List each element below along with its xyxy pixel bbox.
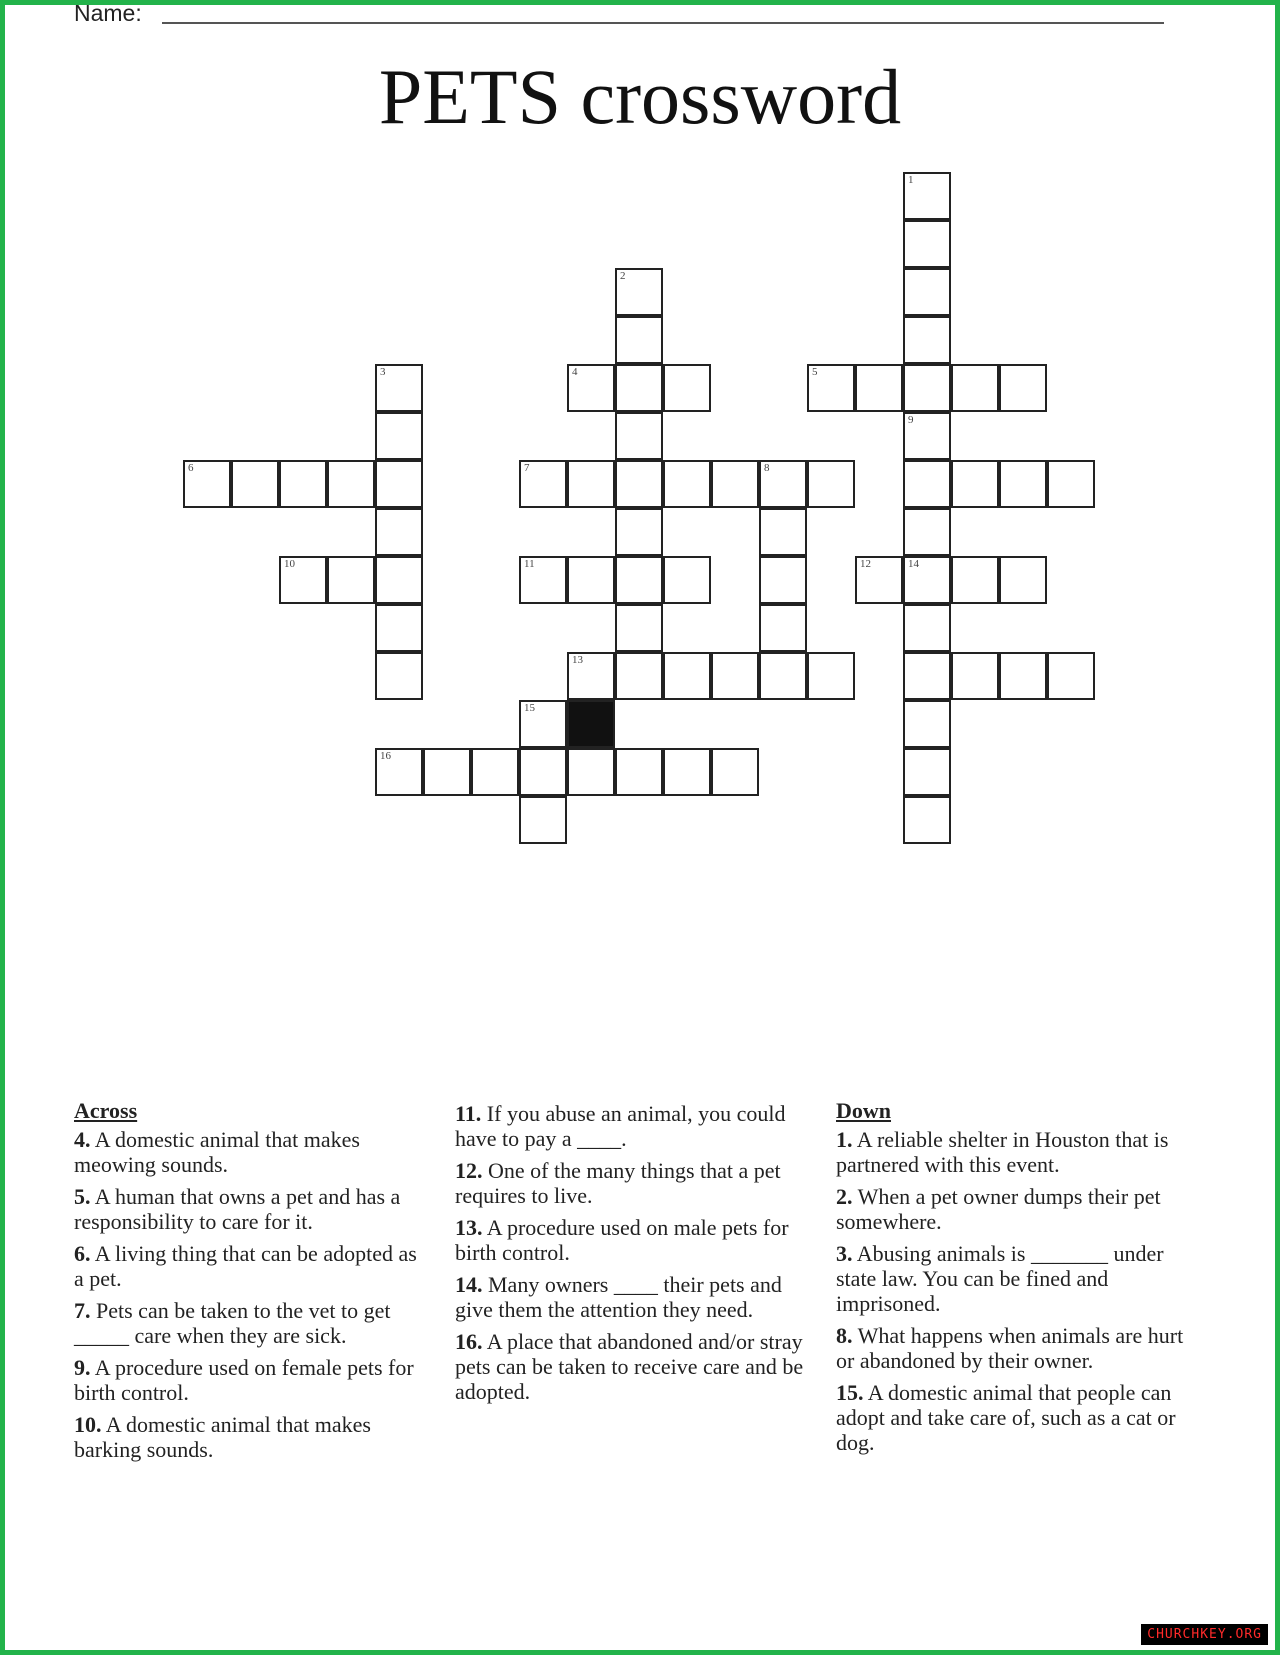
clue-number-3: 3 [380, 366, 386, 378]
crossword-cell[interactable] [903, 364, 951, 412]
clue-number-2: 2 [620, 270, 626, 282]
down-clues-column [836, 1098, 1196, 1462]
crossword-cell[interactable] [519, 796, 567, 844]
clue-item [836, 1184, 1196, 1234]
clue-item [455, 1215, 805, 1265]
crossword-cell[interactable] [903, 604, 951, 652]
crossword-cell[interactable] [903, 460, 951, 508]
clue-number-1: 1 [908, 174, 914, 186]
clue-text: Pets can be taken to the vet to get _____ care when they are sick. [74, 1298, 391, 1348]
crossword-cell[interactable] [663, 460, 711, 508]
clue-number: 11. [455, 1101, 482, 1126]
crossword-cell[interactable] [375, 412, 423, 460]
clue-text: A domestic animal that makes barking sounds. [74, 1412, 371, 1462]
crossword-cell[interactable] [423, 748, 471, 796]
clue-item [455, 1329, 805, 1404]
down-clue-list [836, 1127, 1196, 1455]
clue-text: A domestic animal that makes meowing sounds. [74, 1127, 360, 1177]
clue-text: A living thing that can be adopted as a pet. [74, 1241, 417, 1291]
across-clues-column-continued [455, 1101, 805, 1411]
crossword-cell[interactable] [519, 748, 567, 796]
crossword-cell[interactable] [375, 460, 423, 508]
crossword-cell[interactable] [807, 652, 855, 700]
clue-number: 9. [74, 1355, 91, 1380]
crossword-cell[interactable] [375, 652, 423, 700]
clue-text: Many owners ____ their pets and give them the attention they need. [455, 1272, 782, 1322]
down-heading: Down [836, 1098, 892, 1123]
crossword-cell[interactable] [567, 556, 615, 604]
clue-item [836, 1380, 1196, 1455]
clue-item [455, 1158, 805, 1208]
crossword-cell[interactable] [567, 652, 615, 700]
clue-number: 6. [74, 1241, 91, 1266]
crossword-cell[interactable] [759, 604, 807, 652]
clue-number: 8. [836, 1323, 853, 1348]
clue-number: 12. [455, 1158, 483, 1183]
crossword-cell[interactable] [1047, 460, 1095, 508]
clue-item [74, 1298, 424, 1348]
crossword-cell[interactable] [519, 700, 567, 748]
clue-number-6: 6 [188, 462, 194, 474]
crossword-cell[interactable] [759, 460, 807, 508]
crossword-cell[interactable] [855, 364, 903, 412]
clue-text: One of the many things that a pet requires to live. [455, 1158, 781, 1208]
across-clue-list-continued [455, 1101, 805, 1404]
clue-text: If you abuse an animal, you could have to pay a ____. [455, 1101, 786, 1151]
clue-number: 7. [74, 1298, 91, 1323]
clue-number-15: 15 [524, 702, 535, 714]
clue-text: A place that abandoned and/or stray pets can be taken to receive care and be adopted. [455, 1329, 804, 1404]
crossword-cell[interactable] [759, 508, 807, 556]
clue-item [455, 1272, 805, 1322]
clue-item [836, 1241, 1196, 1316]
crossword-cell[interactable] [711, 652, 759, 700]
clue-item [74, 1184, 424, 1234]
clue-text: A reliable shelter in Houston that is partnered with this event. [836, 1127, 1169, 1177]
crossword-cell[interactable] [759, 556, 807, 604]
crossword-cell[interactable] [567, 748, 615, 796]
crossword-cell[interactable] [615, 364, 663, 412]
crossword-cell[interactable] [615, 604, 663, 652]
clue-number: 14. [455, 1272, 483, 1297]
clue-number: 3. [836, 1241, 853, 1266]
clue-number-8: 8 [764, 462, 770, 474]
crossword-cell[interactable] [375, 364, 423, 412]
clue-number: 10. [74, 1412, 102, 1437]
crossword-cell[interactable] [327, 556, 375, 604]
crossword-cell[interactable] [231, 460, 279, 508]
clue-text: A procedure used on male pets for birth control. [455, 1215, 789, 1265]
clue-item [74, 1241, 424, 1291]
crossword-cell[interactable] [999, 364, 1047, 412]
crossword-cell[interactable] [615, 268, 663, 316]
across-heading: Across [74, 1098, 138, 1123]
crossword-cell[interactable] [1047, 652, 1095, 700]
crossword-cell[interactable] [279, 556, 327, 604]
crossword-cell[interactable] [663, 652, 711, 700]
crossword-cell[interactable] [951, 460, 999, 508]
clue-number: 1. [836, 1127, 853, 1152]
crossword-cell[interactable] [615, 748, 663, 796]
crossword-cell[interactable] [951, 652, 999, 700]
crossword-cell[interactable] [519, 556, 567, 604]
crossword-cell[interactable] [903, 508, 951, 556]
clue-text: A human that owns a pet and has a responsibility to care for it. [74, 1184, 401, 1234]
crossword-cell[interactable] [903, 556, 951, 604]
crossword-cell[interactable] [903, 316, 951, 364]
clue-item [455, 1101, 805, 1151]
crossword-cell[interactable] [663, 748, 711, 796]
crossword-cell[interactable] [999, 460, 1047, 508]
crossword-cell[interactable] [615, 508, 663, 556]
clue-item [74, 1412, 424, 1462]
crossword-cell[interactable] [807, 364, 855, 412]
clue-text: A domestic animal that people can adopt and take care of, such as a cat or dog. [836, 1380, 1176, 1455]
crossword-cell[interactable] [711, 460, 759, 508]
clue-number-11: 11 [524, 558, 535, 570]
clue-text: A procedure used on female pets for birth control. [74, 1355, 414, 1405]
crossword-cell[interactable] [567, 364, 615, 412]
crossword-cell[interactable] [615, 412, 663, 460]
name-label: Name: [74, 0, 142, 26]
clue-number: 15. [836, 1380, 864, 1405]
crossword-cell[interactable] [183, 460, 231, 508]
crossword-cell[interactable] [375, 508, 423, 556]
crossword-cell[interactable] [567, 460, 615, 508]
clue-number-16: 16 [380, 750, 391, 762]
crossword-cell[interactable] [375, 604, 423, 652]
crossword-cell[interactable] [519, 460, 567, 508]
crossword-cell[interactable] [759, 652, 807, 700]
crossword-cell[interactable] [375, 748, 423, 796]
across-clue-list [74, 1127, 424, 1462]
crossword-cell[interactable] [279, 460, 327, 508]
clue-text: What happens when animals are hurt or abandoned by their owner. [836, 1323, 1184, 1373]
crossword-cell[interactable] [711, 748, 759, 796]
clue-item [74, 1127, 424, 1177]
clue-number-10: 10 [284, 558, 295, 570]
crossword-cell[interactable] [999, 556, 1047, 604]
crossword-cell[interactable] [903, 700, 951, 748]
crossword-cell[interactable] [615, 316, 663, 364]
crossword-cell[interactable] [903, 652, 951, 700]
black-square [567, 700, 615, 748]
clue-number: 5. [74, 1184, 91, 1209]
clue-item [836, 1323, 1196, 1373]
crossword-cell[interactable] [903, 412, 951, 460]
clue-number-12: 12 [860, 558, 871, 570]
clue-number: 16. [455, 1329, 483, 1354]
crossword-cell[interactable] [375, 556, 423, 604]
clue-number-4: 4 [572, 366, 578, 378]
crossword-cell[interactable] [327, 460, 375, 508]
crossword-cell[interactable] [615, 460, 663, 508]
crossword-cell[interactable] [903, 748, 951, 796]
crossword-cell[interactable] [615, 652, 663, 700]
clue-number-7: 7 [524, 462, 530, 474]
page-title: PETS crossword [378, 53, 902, 140]
crossword-cell[interactable] [951, 556, 999, 604]
across-clues-column [74, 1098, 424, 1469]
clue-number-13: 13 [572, 654, 583, 666]
crossword-cell[interactable] [903, 172, 951, 220]
clue-item [74, 1355, 424, 1405]
clue-number: 2. [836, 1184, 853, 1209]
watermark-logo: CHURCHKEY.ORG [1141, 1624, 1268, 1645]
clue-number-9: 9 [908, 414, 914, 426]
crossword-cell[interactable] [999, 652, 1047, 700]
crossword-cell[interactable] [903, 220, 951, 268]
clue-number-5: 5 [812, 366, 818, 378]
clue-text: Abusing animals is _______ under state law. You can be fined and imprisoned. [836, 1241, 1164, 1316]
crossword-cell[interactable] [903, 268, 951, 316]
clue-number: 4. [74, 1127, 91, 1152]
crossword-cell[interactable] [951, 364, 999, 412]
crossword-cell[interactable] [903, 796, 951, 844]
crossword-cell[interactable] [855, 556, 903, 604]
crossword-cell[interactable] [471, 748, 519, 796]
clue-text: When a pet owner dumps their pet somewhere. [836, 1184, 1161, 1234]
crossword-cell[interactable] [663, 556, 711, 604]
crossword-cell[interactable] [615, 556, 663, 604]
clue-number: 13. [455, 1215, 483, 1240]
crossword-cell[interactable] [807, 460, 855, 508]
clue-item [836, 1127, 1196, 1177]
clue-number-14: 14 [908, 558, 919, 570]
crossword-cell[interactable] [663, 364, 711, 412]
